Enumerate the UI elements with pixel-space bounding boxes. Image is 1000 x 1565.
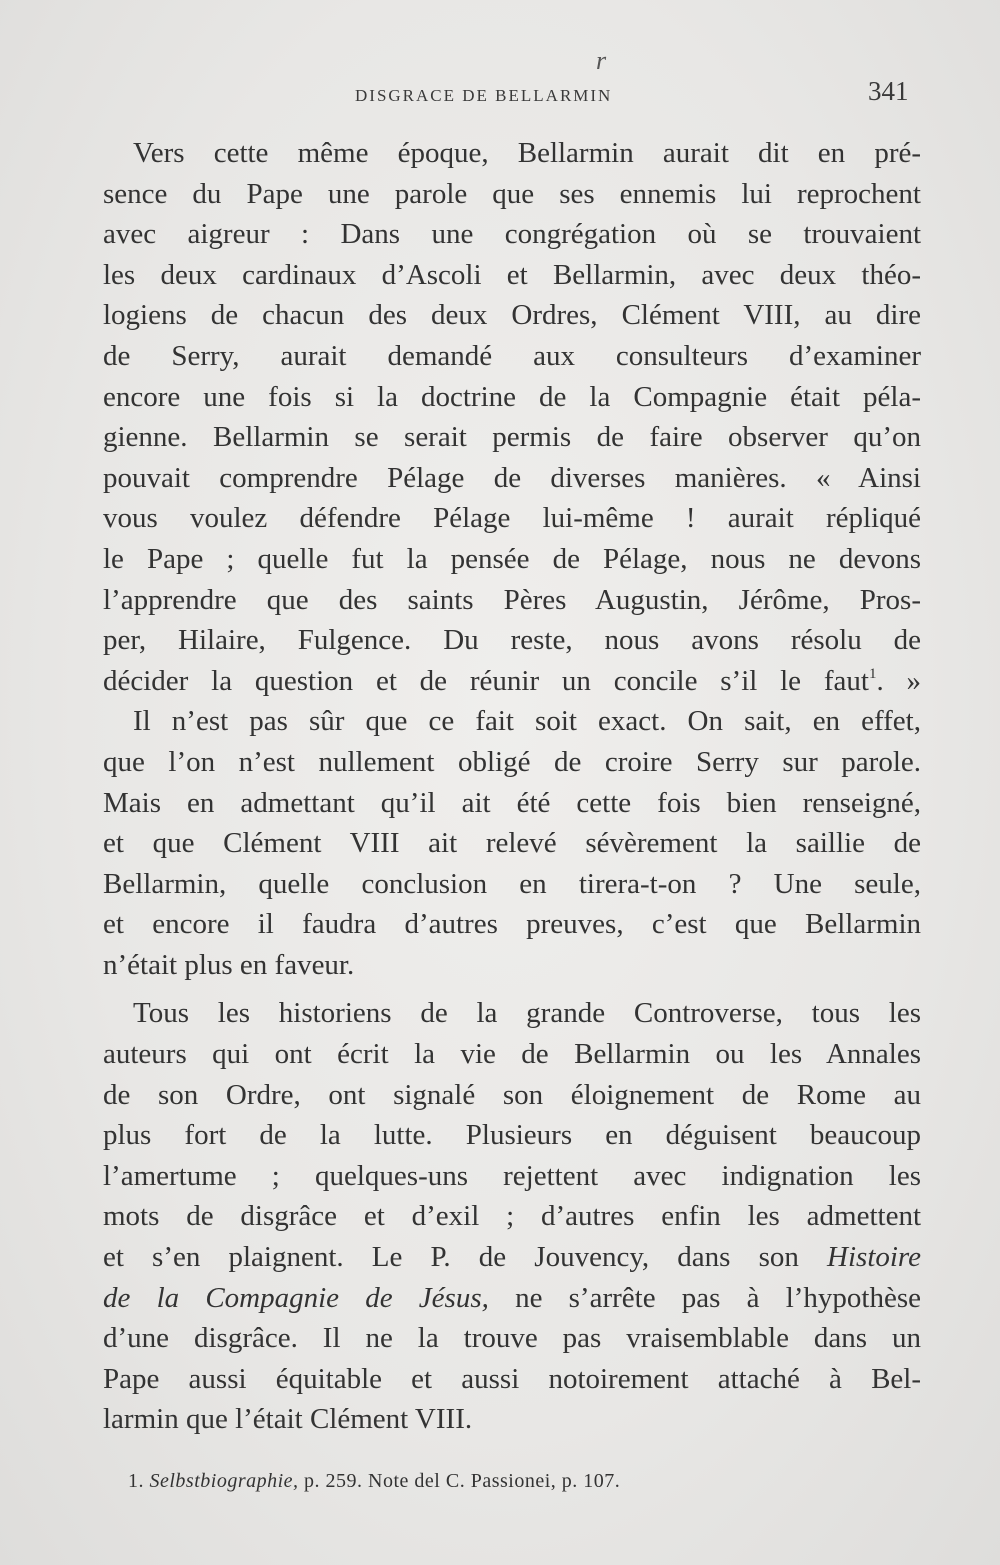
footnote-text: p. 259. Note del C. Passionei, p. 107.	[304, 1470, 621, 1492]
text-line: et que Clément VIII ait relevé sévèrement la saillie de	[103, 827, 921, 860]
text-line: sence du Pape une parole que ses ennemis lui reprochent	[103, 177, 921, 210]
text-line: Tous les historiens de la grande Controverse, tous les	[133, 997, 921, 1030]
text-line: et encore il faudra d’autres preuves, c’est que Bellarmin	[103, 908, 921, 941]
text-line: n’était plus en faveur.	[103, 948, 355, 981]
text-line: que l’on n’est nullement obligé de croire Serry sur parole.	[103, 745, 921, 778]
text-line: pouvait comprendre Pélage de diverses manières. « Ainsi	[103, 461, 921, 494]
text-line: Mais en admettant qu’il ait été cette fois bien renseigné,	[103, 786, 921, 819]
text-line: Pape aussi équitable et aussi notoirement attaché à Bel-	[103, 1362, 921, 1395]
text-line	[103, 1278, 921, 1319]
text-line: de Serry, aurait demandé aux consulteurs d’examiner	[103, 339, 921, 372]
page-number: 341	[868, 76, 909, 106]
text-line: Bellarmin, quelle conclusion en tirera-t-on ? Une seule,	[103, 867, 921, 900]
text-line: de son Ordre, ont signalé son éloignement de Rome au	[103, 1078, 921, 1111]
text-line: d’une disgrâce. Il ne la trouve pas vraisemblable dans un	[103, 1322, 921, 1355]
running-head: DISGRACE DE BELLARMIN	[355, 86, 613, 105]
text-line: per, Hilaire, Fulgence. Du reste, nous avons résolu de	[103, 624, 921, 657]
text-line: larmin que l’était Clément VIII.	[103, 1403, 473, 1436]
footnote-number: 1.	[128, 1470, 144, 1492]
text-segment: et s’en plaignent. Le P. de Jouvency, dans son	[103, 1241, 799, 1274]
text-line: avec aigreur : Dans une congrégation où se trouvaient	[103, 218, 921, 251]
text-line: Il n’est pas sûr que ce fait soit exact. On sait, en effet,	[133, 705, 921, 738]
text-line: l’amertume ; quelques-uns rejettent avec indignation les	[103, 1159, 921, 1192]
text-line: l’apprendre que des saints Pères Augustin, Jérôme, Pros-	[103, 583, 921, 616]
text-line: le Pape ; quelle fut la pensée de Pélage, nous ne devons	[103, 542, 921, 575]
text-line: les deux cardinaux d’Ascoli et Bellarmin, avec deux théo-	[103, 258, 921, 291]
footnote	[128, 1470, 620, 1493]
text-segment: . »	[876, 664, 922, 697]
text-line: mots de disgrâce et d’exil ; d’autres enfin les admettent	[103, 1200, 921, 1233]
footnote-ref: 1	[868, 665, 877, 682]
text-line: vous voulez défendre Pélage lui-même ! aurait répliqué	[103, 502, 921, 535]
handwritten-mark: r	[596, 46, 607, 75]
text-line-last	[103, 661, 921, 702]
body-text	[103, 133, 921, 1440]
text-segment: ne s’arrête pas à l’hypothèse	[515, 1281, 921, 1314]
text-line: encore une fois si la doctrine de la Compagnie était péla-	[103, 380, 921, 413]
text-line: plus fort de la lutte. Plusieurs en déguisent beaucoup	[103, 1119, 921, 1152]
text-line: Vers cette même époque, Bellarmin aurait dit en pré-	[133, 137, 921, 169]
text-segment: décider la question et de réunir un concile s’il le faut	[103, 664, 869, 697]
text-line: logiens de chacun des deux Ordres, Clément VIII, au dire	[103, 299, 921, 332]
footnote-title: Selbstbiographie,	[149, 1470, 299, 1492]
book-title-italic: de la Compagnie de Jésus,	[103, 1281, 489, 1314]
book-title-italic: Histoire	[827, 1241, 922, 1274]
text-line: gienne. Bellarmin se serait permis de faire observer qu’on	[103, 421, 921, 454]
text-line	[103, 1237, 921, 1278]
text-line: auteurs qui ont écrit la vie de Bellarmin ou les Annales	[103, 1038, 921, 1071]
